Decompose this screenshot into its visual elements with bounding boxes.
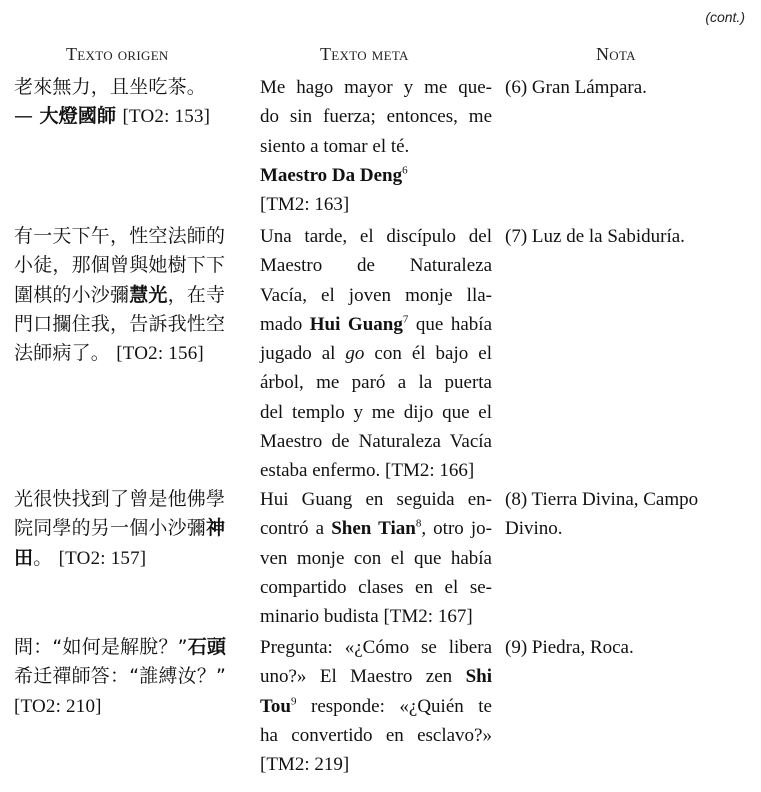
note-cell: (8) Tierra Divina, Campo Divino.	[505, 489, 699, 540]
header-source-text: Texto origen	[66, 44, 169, 64]
source-cell: 光很快找到了曾是他佛學 院同學的另一個小沙彌神 田。 [TO2: 157]	[14, 488, 226, 569]
note-cell: (7) Luz de la Sabiduría.	[505, 226, 685, 247]
target-cell: Hui Guang en seguida en- contró a Shen Tian$^8$, otro jo- ven monje con el que había compartido clases en el se- minario budista [TM2: 167]	[260, 489, 493, 628]
note-cell: (9) Piedra, Roca.	[505, 637, 634, 658]
source-cell: 有一天下午，性空法師的 小徒，那個曾與她樹下下 圍棋的小沙彌慧光，在寺 門口攔住我，告訴我性空 法師病了。 [TO2: 156]	[14, 225, 226, 365]
target-cell: Pregunta: «¿Cómo se libera uno?» El Maestro zen Shi Tou$^9$ responde: «¿Quién te ha convertido en esclavo?» [TM2: 219]	[260, 637, 492, 776]
target-cell: Una tarde, el discípulo del Maestro de Naturaleza Vacía, el joven monje lla- mado Hui Guang$^7$ que había jugado al go con él bajo el árbol, me paró a la puerta del templo y me dijo que el Maestro de Naturaleza Vacía estaba enfermo. [TM2: 166]	[260, 226, 492, 482]
source-cell: 老來無力，且坐吃茶。 — 大燈國師 [TO2: 153]	[14, 76, 211, 128]
header-target-text: Texto meta	[320, 44, 409, 64]
note-cell: (6) Gran Lámpara.	[505, 77, 647, 98]
source-cell: 問：“如何是解脫？”石頭 希迁禪師答：“誰縛汝？” [TO2: 210]	[14, 636, 227, 717]
header-note: Nota	[596, 44, 636, 64]
target-cell: Me hago mayor y me que- do sin fuerza; entonces, me siento a tomar el té. Maestro Da Deng$^6$ [TM2: 163]	[260, 77, 492, 216]
continued-label: (cont.)	[705, 9, 745, 25]
